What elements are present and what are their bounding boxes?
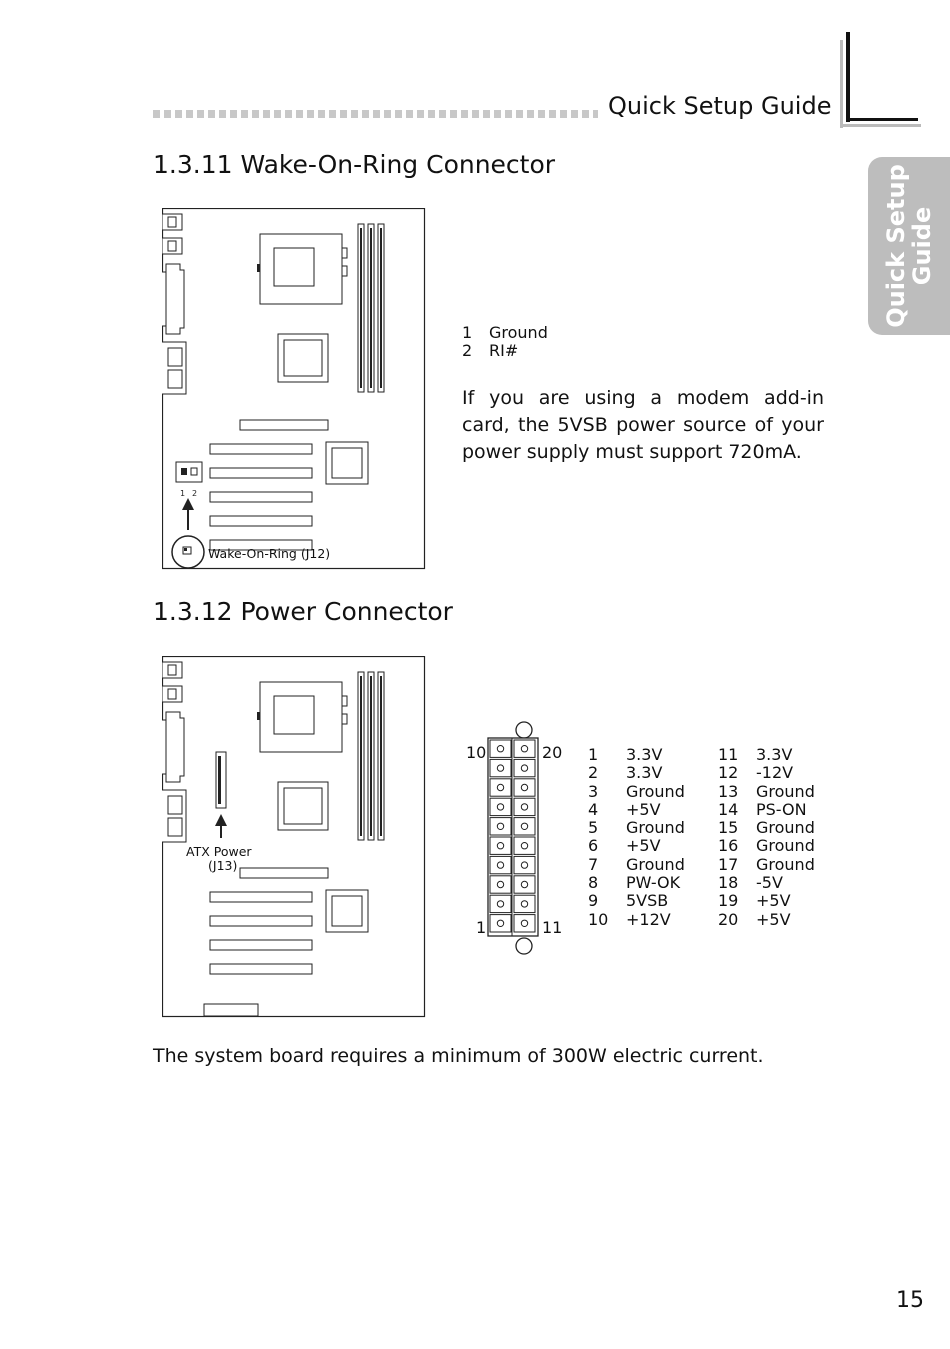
wake-pin-row	[462, 342, 548, 360]
power-pin-signal: PW-OK	[626, 873, 681, 893]
power-pin-row	[718, 911, 848, 929]
power-pin-signal: 5VSB	[626, 891, 669, 911]
power-pin-table-right	[718, 746, 848, 929]
power-pin-signal: Ground	[756, 818, 815, 838]
power-pin-num: 3	[588, 781, 599, 801]
side-tab-line1: Quick Setup	[882, 164, 910, 328]
connector-mark-11: 11	[542, 918, 563, 937]
board-diagram-wake-on-ring	[162, 208, 426, 570]
side-tab-line2: Guide	[908, 206, 936, 286]
connector-pin-hole	[497, 823, 503, 829]
side-tab-label	[883, 164, 935, 328]
power-pin-signal: Ground	[626, 781, 685, 801]
page-header-title: Quick Setup Guide	[608, 92, 832, 120]
wake-note-paragraph: If you are using a modem add-in card, the 5VSB power source of your power supply must support 720mA.	[462, 387, 824, 463]
connector-pin-hole	[497, 862, 503, 868]
wake-pin-num: 2	[462, 341, 473, 360]
power-pin-signal: -5V	[756, 873, 783, 893]
power-connector-diagram	[462, 718, 582, 958]
power-pin-num: 17	[718, 854, 739, 874]
wake-pin-mark-2: 2	[192, 489, 198, 498]
connector-mark-10: 10	[466, 743, 487, 762]
power-pin-num: 9	[588, 891, 599, 911]
wake-on-ring-label: Wake-On-Ring (J12)	[208, 546, 331, 561]
atx-power-label-line2: (J13)	[208, 858, 238, 873]
power-pin-signal: +12V	[626, 909, 671, 929]
page-number: 15	[896, 1288, 924, 1313]
power-pin-num: 18	[718, 873, 739, 893]
power-pin-signal: +5V	[626, 836, 661, 856]
power-pin-num: 7	[588, 854, 599, 874]
wake-pin-num: 1	[462, 323, 473, 342]
power-pin-signal: Ground	[626, 818, 685, 838]
section-title-wake-on-ring: 1.3.11 Wake-On-Ring Connector	[153, 150, 556, 179]
connector-pin-hole	[497, 843, 503, 849]
power-pin-row	[588, 874, 718, 892]
power-pin-row	[588, 746, 718, 764]
connector-mark-1: 1	[476, 918, 487, 937]
power-pin-num: 10	[588, 909, 609, 929]
power-pin-row	[718, 764, 848, 782]
connector-pin-hole	[521, 804, 527, 810]
wake-pin-row	[462, 324, 548, 342]
power-pin-signal: 3.3V	[626, 763, 663, 783]
power-pin-row	[718, 874, 848, 892]
power-pin-num: 6	[588, 836, 599, 856]
power-pin-row	[718, 856, 848, 874]
connector-pin-hole	[497, 881, 503, 887]
power-pin-row	[588, 819, 718, 837]
power-pin-num: 8	[588, 873, 599, 893]
connector-pin-hole	[497, 746, 503, 752]
connector-pin-hole	[521, 862, 527, 868]
power-pin-signal: PS-ON	[756, 799, 807, 819]
connector-pin-hole	[497, 784, 503, 790]
connector-pin-hole	[521, 843, 527, 849]
wake-pin-signal: RI#	[489, 341, 519, 360]
power-pin-signal: Ground	[756, 781, 815, 801]
connector-pin-hole	[521, 765, 527, 771]
power-pin-num: 13	[718, 781, 739, 801]
power-pin-row	[588, 764, 718, 782]
connector-pin-hole	[521, 746, 527, 752]
power-pin-num: 14	[718, 799, 739, 819]
power-pin-row	[588, 856, 718, 874]
wake-pin-signal: Ground	[489, 323, 548, 342]
power-pin-num: 15	[718, 818, 739, 838]
power-pin-num: 19	[718, 891, 739, 911]
corner-mark-shadow-v	[840, 40, 843, 128]
power-pin-row	[588, 911, 718, 929]
power-pin-signal: Ground	[626, 854, 685, 874]
connector-pin-hole	[497, 804, 503, 810]
header-dot-rule	[153, 110, 598, 118]
wake-pin-mark-1: 1	[180, 489, 186, 498]
power-pin-signal: +5V	[756, 909, 791, 929]
connector-pin-hole	[521, 823, 527, 829]
power-pin-num: 11	[718, 745, 739, 764]
power-pin-signal: 3.3V	[756, 745, 793, 764]
connector-pin-hole	[521, 881, 527, 887]
power-pin-signal: -12V	[756, 763, 794, 783]
power-pin-num: 20	[718, 909, 739, 929]
power-pin-row	[718, 819, 848, 837]
wake-pin-list	[462, 324, 548, 360]
power-pin-row	[718, 837, 848, 855]
power-pin-signal: Ground	[756, 854, 815, 874]
connector-pin-hole	[497, 920, 503, 926]
power-pin-row	[588, 892, 718, 910]
corner-mark-h	[848, 118, 918, 121]
power-pin-table-left	[588, 746, 718, 929]
atx-power-label-line1: ATX Power	[186, 844, 252, 859]
connector-pin-hole	[521, 784, 527, 790]
board-diagram-power	[162, 656, 426, 1018]
power-pin-row	[588, 801, 718, 819]
corner-mark-v	[846, 32, 850, 122]
power-pin-row	[718, 892, 848, 910]
power-pin-row	[718, 783, 848, 801]
connector-pin-hole	[521, 901, 527, 907]
connector-pin-hole	[497, 765, 503, 771]
power-pin-num: 4	[588, 799, 599, 819]
power-pin-signal: +5V	[756, 891, 791, 911]
power-pin-row	[718, 746, 848, 764]
section-title-power: 1.3.12 Power Connector	[153, 597, 453, 626]
corner-mark-shadow-h	[843, 124, 921, 127]
power-pin-row	[588, 783, 718, 801]
power-pin-num: 5	[588, 818, 599, 838]
power-pin-num: 2	[588, 763, 599, 783]
power-pin-num: 1	[588, 745, 599, 764]
power-pin-signal: Ground	[756, 836, 815, 856]
power-requirement-note: The system board requires a minimum of 300W electric current.	[153, 1045, 764, 1067]
connector-pin-hole	[521, 920, 527, 926]
connector-pin-hole	[497, 901, 503, 907]
power-pin-row	[718, 801, 848, 819]
power-pin-signal: +5V	[626, 799, 661, 819]
power-pin-num: 16	[718, 836, 739, 856]
power-pin-signal: 3.3V	[626, 745, 663, 764]
power-pin-row	[588, 837, 718, 855]
power-pin-num: 12	[718, 763, 739, 783]
connector-mark-20: 20	[542, 743, 563, 762]
